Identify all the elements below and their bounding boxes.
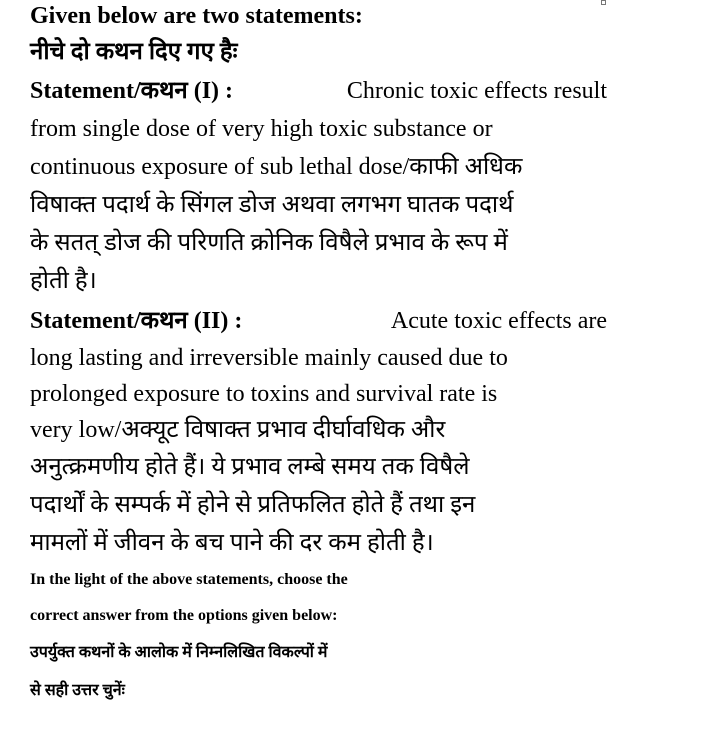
- statement-2-text-line: मामलों में जीवन के बच पाने की दर कम होती है।: [30, 530, 434, 556]
- statement-1-text-line: from single dose of very high toxic substance or: [30, 116, 493, 142]
- statement-1-text-line: continuous exposure of sub lethal dose/काफी अधिक: [30, 154, 523, 180]
- statement-2: [30, 302, 607, 562]
- conclusion-hindi-line: उपर्युक्त कथनों के आलोक में निम्नलिखित विकल्पों में: [30, 644, 328, 661]
- statement-2-first-line: [30, 302, 607, 340]
- statement-2-text-line: prolonged exposure to toxins and survival rate is: [30, 381, 498, 407]
- statement-1-label: Statement/कथन (I) :: [30, 78, 234, 104]
- conclusion-english-line: In the light of the above statements, choose the: [30, 571, 348, 588]
- statement-2-text-line: पदार्थों के सम्पर्क में होने से प्रतिफलित होते हैं तथा इन: [30, 492, 476, 518]
- intro-english: Given below are two statements:: [30, 3, 363, 29]
- statement-1-first-line: [30, 72, 607, 110]
- conclusion-english-line: correct answer from the options given below:: [30, 607, 338, 624]
- statement-2-text-line: long lasting and irreversible mainly caused due to: [30, 345, 508, 371]
- conclusion-hindi-line: से सही उत्तर चुनेंः: [30, 682, 125, 699]
- statement-1-text-line: के सतत् डोज की परिणति क्रोनिक विषैले प्रभाव के रूप में: [30, 230, 508, 256]
- question-document: [30, 0, 607, 710]
- statement-1-text-line: होती है।: [30, 268, 97, 294]
- statement-1-text-line: Chronic toxic effects result: [346, 78, 607, 104]
- statement-2-label: Statement/कथन (II) :: [30, 308, 243, 334]
- statement-2-text-line: very low/अक्यूट विषाक्त प्रभाव दीर्घावधिक और: [30, 417, 446, 443]
- intro-hindi: नीचे दो कथन दिए गए हैः: [30, 39, 238, 65]
- conclusion: [30, 562, 607, 710]
- statement-2-text-line: Acute toxic effects are: [390, 308, 607, 334]
- statement-2-text-line: अनुत्क्रमणीय होते हैं। ये प्रभाव लम्बे समय तक विषैले: [30, 454, 470, 480]
- statement-1-text-line: विषाक्त पदार्थ के सिंगल डोज अथवा लगभग घातक पदार्थ: [30, 192, 514, 218]
- statement-1: [30, 72, 607, 300]
